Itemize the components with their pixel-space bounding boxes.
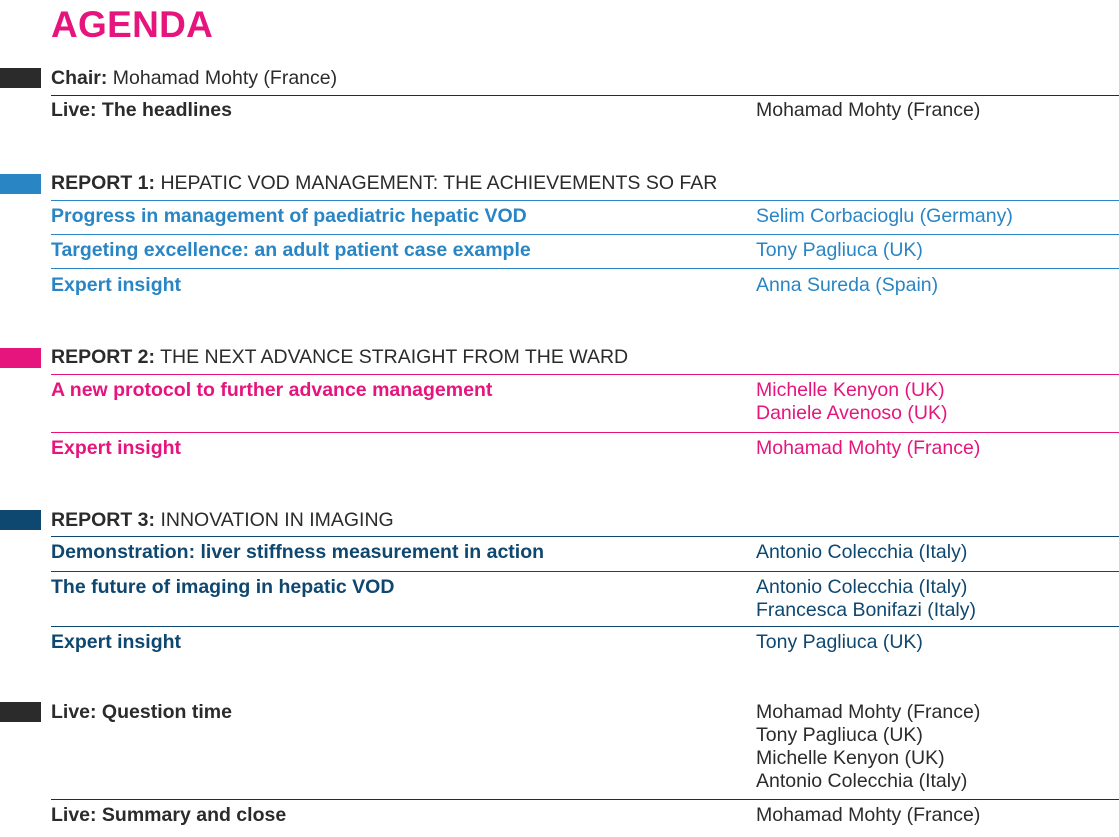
report3-heading: INNOVATION IN IMAGING	[160, 509, 394, 531]
session-title: Expert insight	[51, 274, 182, 296]
report2-label: REPORT 2:	[51, 346, 156, 368]
section-marker-report1	[0, 174, 41, 194]
divider	[51, 374, 1119, 375]
session-speaker: Michelle Kenyon (UK)	[756, 747, 945, 769]
chair-name: Mohamad Mohty (France)	[112, 67, 338, 89]
session-speaker: Michelle Kenyon (UK)	[756, 379, 945, 401]
session-title: Targeting excellence: an adult patient case example	[51, 239, 531, 261]
report2-header	[51, 346, 628, 369]
session-title: Expert insight	[51, 437, 182, 459]
report3-header	[51, 509, 394, 532]
session-speakers	[756, 576, 976, 622]
section-marker-report2	[0, 348, 41, 368]
session-speaker: Tony Pagliuca (UK)	[756, 631, 923, 653]
session-speaker: Mohamad Mohty (France)	[756, 804, 981, 826]
chair-header	[51, 67, 337, 90]
session-speaker: Antonio Colecchia (Italy)	[756, 541, 968, 563]
session-title: Demonstration: liver stiffness measurement in action	[51, 541, 545, 563]
session-speaker: Daniele Avenoso (UK)	[756, 402, 948, 424]
session-speaker: Antonio Colecchia (Italy)	[756, 576, 968, 598]
session-title: A new protocol to further advance management	[51, 379, 493, 401]
session-speakers	[756, 701, 980, 793]
session-speaker: Antonio Colecchia (Italy)	[756, 770, 968, 792]
section-marker-report3	[0, 510, 41, 530]
section-marker-live	[0, 702, 41, 722]
session-speaker: Tony Pagliuca (UK)	[756, 724, 923, 746]
session-speaker: Mohamad Mohty (France)	[756, 99, 981, 121]
session-title: Live: The headlines	[51, 99, 232, 121]
report3-label: REPORT 3:	[51, 509, 156, 531]
session-speakers	[756, 379, 948, 425]
divider	[51, 200, 1119, 201]
session-title: Expert insight	[51, 631, 182, 653]
divider	[51, 432, 1119, 433]
page-title: AGENDA	[51, 4, 214, 45]
session-title: Live: Question time	[51, 701, 232, 723]
session-title: Progress in management of paediatric hepatic VOD	[51, 205, 527, 227]
report1-label: REPORT 1:	[51, 172, 156, 194]
report2-heading: THE NEXT ADVANCE STRAIGHT FROM THE WARD	[160, 346, 629, 368]
divider	[51, 95, 1119, 96]
session-speaker: Tony Pagliuca (UK)	[756, 239, 923, 261]
section-marker-chair	[0, 68, 41, 88]
report1-header	[51, 172, 717, 195]
divider	[51, 626, 1119, 627]
divider	[51, 571, 1119, 572]
report1-heading: HEPATIC VOD MANAGEMENT: THE ACHIEVEMENTS SO FAR	[160, 172, 718, 194]
divider	[51, 536, 1119, 537]
session-speaker: Mohamad Mohty (France)	[756, 701, 981, 723]
divider	[51, 268, 1119, 269]
session-speaker: Francesca Bonifazi (Italy)	[756, 599, 976, 621]
divider	[51, 799, 1119, 800]
divider	[51, 234, 1119, 235]
session-speaker: Mohamad Mohty (France)	[756, 437, 981, 459]
session-speaker: Anna Sureda (Spain)	[756, 274, 939, 296]
session-speaker: Selim Corbacioglu (Germany)	[756, 205, 1013, 227]
chair-label: Chair:	[51, 67, 108, 89]
session-title: The future of imaging in hepatic VOD	[51, 576, 395, 598]
session-title: Live: Summary and close	[51, 804, 287, 826]
